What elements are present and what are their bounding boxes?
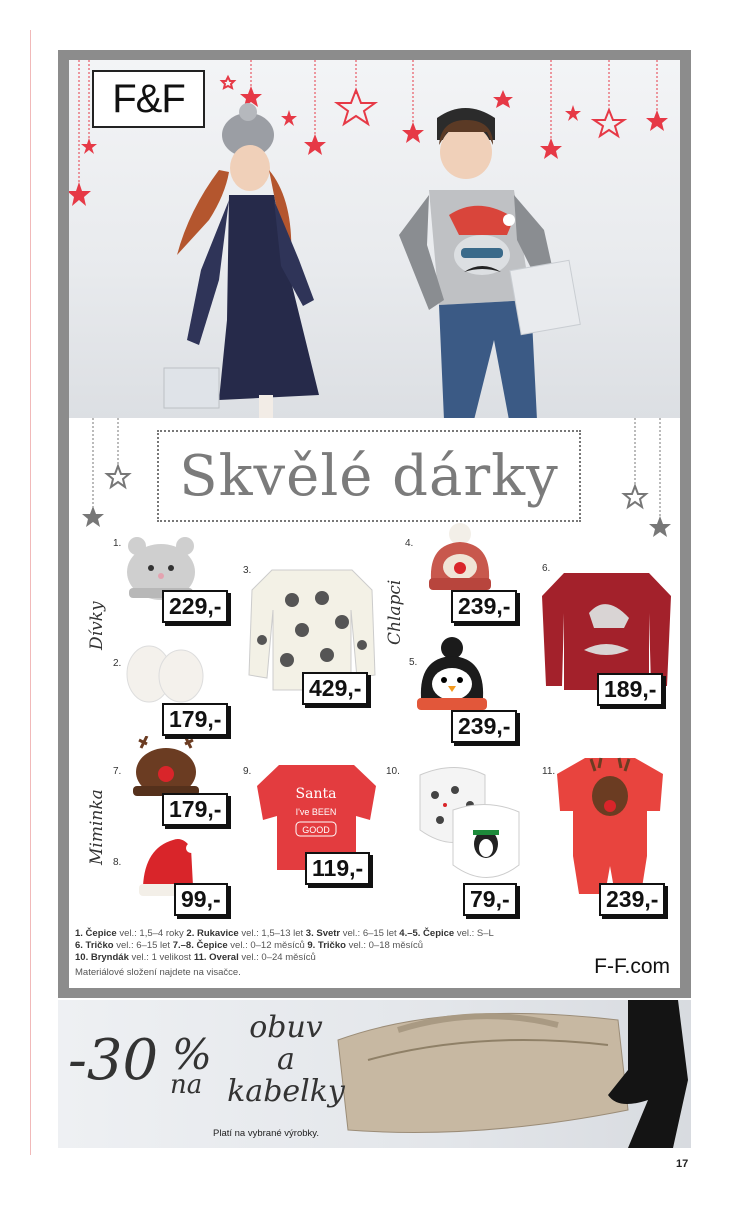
category-label-babies: Miminka — [87, 789, 107, 865]
item-number: 9. — [243, 766, 252, 777]
footnote-text: vel.: 0–12 měsíců — [227, 940, 308, 951]
page-title: Skvělé dárky — [157, 430, 581, 522]
footnote-text: vel.: 6–15 let — [340, 928, 400, 939]
banner-line: a — [277, 1042, 295, 1077]
price-tag: 119,- — [305, 852, 370, 885]
material-note: Materiálové složení najdete na visačce. — [75, 967, 241, 978]
category-label-boys: Chlapci — [385, 579, 405, 645]
product-image-bibs — [415, 760, 525, 890]
discount-percent: % — [172, 1030, 212, 1079]
discount-na: na — [170, 1070, 203, 1100]
star-outline-icon — [594, 110, 624, 136]
footnote-text: vel.: S–L — [454, 928, 494, 939]
banner-note: Platí na vybrané výrobky. — [213, 1128, 319, 1139]
page-number: 17 — [676, 1158, 689, 1170]
banner-photo-handbag-boot — [328, 1000, 691, 1148]
category-label-girls: Dívky — [87, 601, 107, 650]
brand-logo: F&F — [92, 70, 205, 128]
footnote-bold: 10. Bryndák — [75, 952, 129, 963]
footnote-line — [75, 952, 595, 964]
item-number: 4. — [405, 538, 414, 549]
footnote-text: vel.: 1,5–13 let — [238, 928, 306, 939]
size-footnotes — [75, 928, 595, 979]
star-outline-icon — [337, 90, 375, 124]
price-tag: 229,- — [162, 590, 228, 623]
footnote-bold: 4.–5. Čepice — [399, 928, 455, 939]
item-number: 1. — [113, 538, 122, 549]
item-number: 7. — [113, 766, 122, 777]
page-margin-line — [30, 30, 31, 1155]
footnote-bold: 1. Čepice — [75, 928, 117, 939]
girl-figure — [164, 103, 319, 418]
star-icon — [565, 105, 581, 121]
banner-headline — [226, 1012, 346, 1108]
discount-value: -30 — [68, 1028, 159, 1093]
star-icon — [304, 134, 326, 155]
footnote-text: vel.: 6–15 let — [113, 940, 173, 951]
price-tag: 179,- — [162, 703, 228, 736]
star-outline-icon — [222, 77, 234, 88]
price-tag: 179,- — [162, 793, 228, 826]
star-icon — [402, 122, 424, 143]
item-number: 6. — [542, 563, 551, 574]
footnote-text: vel.: 0–18 měsíců — [345, 940, 424, 951]
price-tag: 79,- — [463, 883, 517, 916]
footnote-text: vel.: 1,5–4 roky — [116, 928, 187, 939]
star-icon — [493, 90, 513, 108]
product-image-penguin-hat — [415, 636, 490, 716]
footnote-bold: 2. Rukavice — [186, 928, 239, 939]
star-icon — [69, 182, 91, 206]
price-tag: 189,- — [597, 673, 663, 706]
product-image-onesie — [555, 756, 665, 896]
item-number: 10. — [386, 766, 400, 777]
grey-star-outline-icon — [624, 486, 646, 507]
promo-banner[interactable] — [58, 1000, 691, 1148]
footnote-bold: 7.–8. Čepice — [172, 940, 228, 951]
item-number: 3. — [243, 565, 252, 576]
price-tag: 239,- — [451, 590, 517, 623]
price-tag: 99,- — [174, 883, 228, 916]
price-tag: 239,- — [599, 883, 665, 916]
hero-photo — [69, 60, 680, 418]
website-link[interactable]: F-F.com — [594, 955, 670, 978]
grey-star-icon — [649, 516, 671, 537]
footnote-text: vel.: 1 velikost — [128, 952, 194, 963]
sweater-text-santa: Santa — [295, 786, 337, 802]
banner-line: kabelky — [227, 1074, 345, 1109]
footnote-bold: 11. Overal — [193, 952, 239, 963]
star-icon — [281, 110, 297, 126]
footnote-line — [75, 940, 595, 952]
banner-line: obuv — [249, 1010, 323, 1045]
item-number: 11. — [542, 766, 556, 777]
sweater-text-been: I've BEEN — [295, 807, 337, 817]
star-icon — [81, 138, 97, 154]
item-number: 5. — [409, 657, 418, 668]
footnote-bold: 6. Tričko — [75, 940, 114, 951]
product-image-mittens — [121, 636, 211, 706]
price-tag: 429,- — [302, 672, 368, 705]
grey-star-outline-icon — [107, 466, 129, 487]
product-image-reindeer-hat — [129, 736, 204, 801]
grey-star-icon — [82, 506, 104, 527]
catalog-page — [69, 60, 680, 988]
footnote-line — [75, 928, 595, 940]
item-number: 8. — [113, 857, 122, 868]
footnote-text: vel.: 0–24 měsíců — [238, 952, 316, 963]
footnote-bold: 9. Tričko — [307, 940, 346, 951]
price-tag: 239,- — [451, 710, 517, 743]
footnote-bold: 3. Svetr — [305, 928, 341, 939]
sweater-text-good: GOOD — [302, 825, 330, 835]
star-icon — [540, 138, 562, 159]
item-number: 2. — [113, 658, 122, 669]
star-icon — [646, 110, 668, 131]
